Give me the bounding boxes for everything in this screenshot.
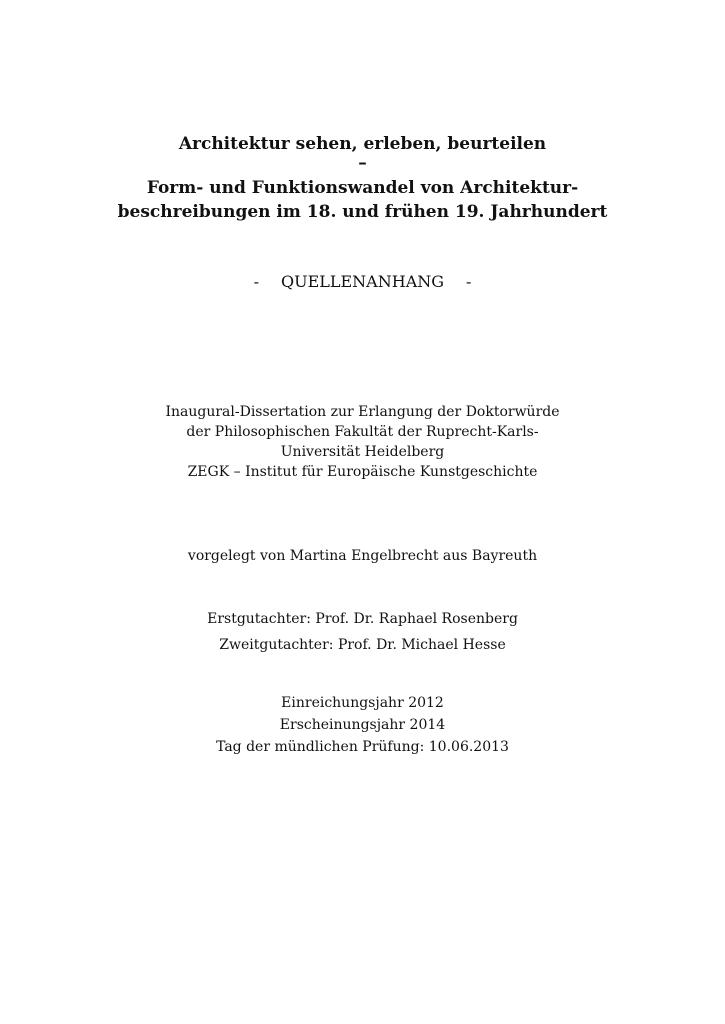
second-referee: Zweitgutachter: Prof. Dr. Michael Hesse: [219, 637, 506, 653]
dissertation-line-4: ZEGK – Institut für Europäische Kunstgeschichte: [187, 464, 538, 480]
submission-year: Einreichungsjahr 2012: [281, 695, 444, 711]
appendix-label: QUELLENANHANG: [280, 272, 445, 291]
title-dash: –: [358, 153, 367, 173]
appendix-heading: [40, 270, 685, 294]
author-line: [40, 546, 685, 566]
dates: [40, 692, 685, 758]
dissertation-info: [40, 402, 685, 482]
author-text: vorgelegt von Martina Engelbrecht aus Bayreuth: [187, 548, 538, 564]
title-line-1: Architektur sehen, erleben, beurteilen: [178, 134, 547, 154]
dissertation-line-1: Inaugural-Dissertation zur Erlangung der Doktorwürde: [165, 404, 560, 420]
appendix-right-dash: -: [466, 272, 472, 291]
dissertation-line-2: der Philosophischen Fakultät der Ruprecht-Karls-: [186, 424, 539, 440]
publication-year: Erscheinungsjahr 2014: [279, 717, 446, 733]
title-line-2: Form- und Funktionswandel von Architektur-: [146, 178, 579, 198]
dissertation-line-3: Universität Heidelberg: [280, 444, 445, 460]
title-line-3: beschreibungen im 18. und frühen 19. Jahrhundert: [117, 202, 608, 222]
referees: [40, 606, 685, 658]
appendix-left-dash: -: [253, 272, 259, 291]
dissertation-title: [40, 132, 685, 224]
first-referee: Erstgutachter: Prof. Dr. Raphael Rosenberg: [207, 611, 518, 627]
exam-date: Tag der mündlichen Prüfung: 10.06.2013: [216, 739, 509, 755]
